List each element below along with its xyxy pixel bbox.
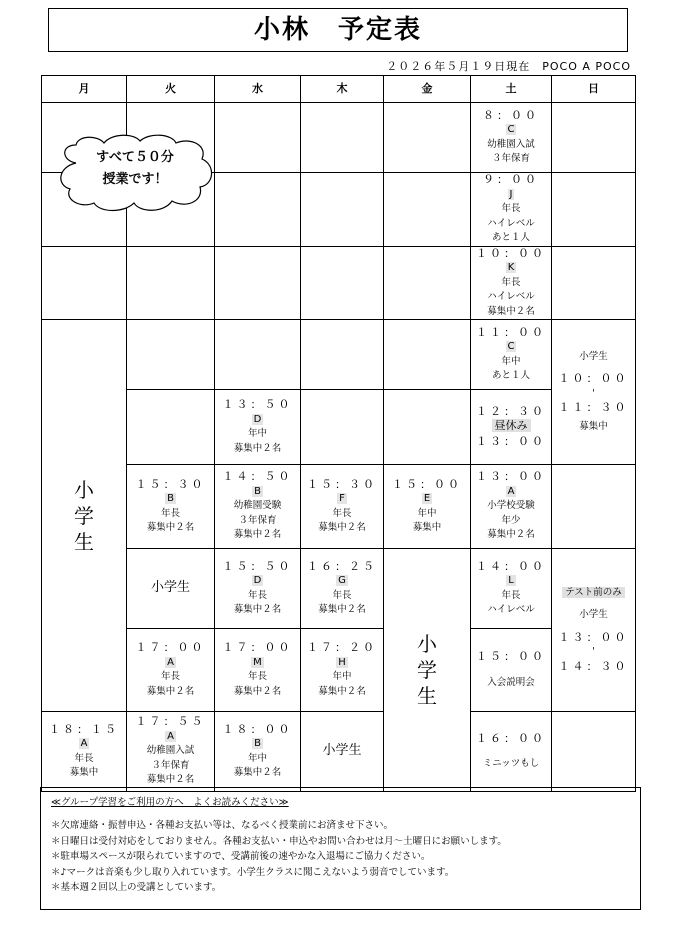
cell	[127, 390, 215, 465]
class-info: 年中	[501, 355, 521, 367]
class-code: B	[254, 485, 261, 497]
class-code: A	[167, 656, 174, 668]
class-info: 募集中２名	[318, 604, 366, 615]
class-info: ３年保育	[491, 153, 530, 164]
cell	[552, 465, 636, 549]
lunch-break-label: 昼休み	[492, 419, 531, 432]
class-cell	[471, 320, 552, 390]
class-time: １３：００	[476, 434, 546, 448]
class-info: ３年保育	[151, 759, 190, 771]
page-title: 小林 予定表	[253, 15, 422, 45]
class-code: C	[507, 124, 515, 135]
class-time: １７：００	[222, 641, 293, 654]
class-cell	[471, 465, 552, 549]
class-info: 募集中	[579, 420, 608, 432]
class-info: 年長	[332, 507, 352, 519]
class-info: 年長	[160, 671, 180, 682]
class-time: １４：３０	[558, 659, 629, 673]
notes-title: ≪グループ学習をご利用の方へ よくお読みください≫	[51, 797, 289, 808]
cell	[301, 103, 384, 173]
class-info: ハイレベル	[487, 217, 535, 229]
class-code: K	[507, 262, 515, 273]
class-info: 募集中２名	[487, 529, 535, 541]
time-separator: '	[592, 387, 595, 399]
class-info: 募集中２名	[318, 522, 366, 533]
class-info: あと１人	[491, 370, 530, 381]
cell	[301, 320, 384, 390]
class-info: 募集中２名	[233, 442, 282, 454]
class-time: ９：００	[483, 173, 539, 186]
cell	[552, 246, 636, 320]
class-cell	[471, 390, 552, 465]
class-cell	[471, 549, 552, 629]
day-sat: 土	[471, 76, 552, 103]
class-info: 年中	[247, 752, 267, 764]
class-info: 幼稚園受験	[233, 500, 282, 512]
cell	[384, 173, 471, 247]
class-cell	[215, 712, 301, 792]
class-time: １８：００	[222, 722, 293, 736]
class-info: 募集中２名	[233, 685, 282, 697]
cell	[127, 320, 215, 390]
mon-elementary-cell	[42, 320, 127, 712]
class-time: １８：１５	[49, 722, 119, 736]
class-time: １５：５０	[222, 559, 293, 573]
class-info: ハイレベル	[487, 604, 535, 615]
cell	[552, 103, 636, 173]
elementary-label: 小学生	[150, 580, 190, 596]
sun-class-cell	[552, 320, 636, 465]
class-cell	[301, 465, 384, 549]
class-code: A	[167, 730, 174, 742]
title-box	[48, 8, 628, 52]
class-info: 年長	[501, 276, 521, 288]
class-code: D	[253, 413, 262, 425]
class-cell	[127, 549, 215, 629]
class-time: １５：００	[476, 649, 546, 663]
class-code: H	[338, 656, 346, 668]
cell	[552, 712, 636, 792]
class-time: ８：００	[483, 108, 539, 122]
class-info: あと１人	[491, 232, 530, 243]
class-info: 募集中２名	[233, 529, 282, 541]
class-time: １０：００	[558, 372, 629, 386]
elementary-label: 小学生	[74, 477, 94, 554]
class-cell	[127, 712, 215, 792]
test-only-label: テスト前のみ	[562, 587, 625, 598]
class-info: 募集中	[69, 767, 99, 778]
note-line: ＊基本週２回以上の受講としています。	[51, 882, 222, 893]
class-info: 年長	[501, 203, 521, 214]
class-info: 募集中２名	[233, 767, 282, 778]
day-thu: 木	[301, 76, 384, 103]
subtitle: ２０２６年５月１９日現在 POCO A POCO	[386, 60, 631, 73]
class-info: 小学生	[579, 350, 608, 362]
class-time: １４：００	[476, 559, 546, 573]
day-mon: 月	[42, 76, 127, 103]
class-info: 年長	[332, 589, 352, 601]
cell	[552, 173, 636, 247]
class-code: G	[338, 575, 346, 586]
class-info: 幼稚園入試	[487, 138, 535, 150]
notes-box	[40, 787, 641, 910]
cell	[215, 246, 301, 320]
class-info: ハイレベル	[487, 291, 535, 302]
cell	[384, 103, 471, 173]
class-code: J	[509, 188, 513, 200]
day-wed: 水	[215, 76, 301, 103]
cell	[127, 246, 215, 320]
class-info: 小学生	[579, 609, 608, 621]
class-cell	[471, 173, 552, 247]
class-cell	[471, 629, 552, 712]
class-time: １１：３０	[558, 401, 629, 415]
class-time: １６：２５	[307, 559, 377, 573]
class-info: 年少	[501, 514, 521, 526]
class-cell	[215, 465, 301, 549]
class-time: １２：３０	[476, 404, 546, 418]
class-cell	[384, 465, 471, 549]
cell	[301, 390, 384, 465]
note-line: ＊♪マークは音楽も少し取り入れています。小学生クラスに聞こえないよう弱音でしています。	[51, 866, 455, 878]
time-separator: '	[592, 646, 595, 658]
class-cell	[127, 465, 215, 549]
cell	[384, 246, 471, 320]
class-cell	[215, 390, 301, 465]
class-info: 募集中２名	[146, 774, 195, 786]
day-tue: 火	[127, 76, 215, 103]
class-code: E	[423, 493, 431, 504]
class-cell	[301, 629, 384, 712]
class-cell	[471, 246, 552, 320]
cell	[384, 390, 471, 465]
cell	[215, 173, 301, 247]
class-cell	[471, 103, 552, 173]
note-line: ＊日曜日は受付対応をしておりません。各種お支払い・申込やお問い合わせは月～土曜日にお願いします。	[51, 835, 507, 847]
class-time: １５：３０	[135, 477, 206, 491]
class-code: L	[508, 575, 514, 586]
class-cell	[301, 712, 384, 792]
cell	[215, 320, 301, 390]
class-info: 募集中２名	[146, 685, 195, 697]
day-fri: 金	[384, 76, 471, 103]
class-cell	[215, 549, 301, 629]
class-info: 年長	[501, 589, 521, 601]
callout-line: すべて５０分	[96, 150, 174, 165]
class-cell	[301, 549, 384, 629]
class-info: ３年保育	[238, 514, 277, 526]
cell	[42, 246, 127, 320]
callout-text	[54, 147, 216, 191]
class-time: １１：００	[476, 325, 546, 339]
class-info: 年中	[247, 428, 267, 439]
class-cell	[42, 712, 127, 792]
class-time: １３：００	[558, 630, 629, 644]
class-info: 幼稚園入試	[146, 745, 195, 757]
day-sun: 日	[552, 76, 636, 103]
class-time: １４：５０	[222, 470, 293, 484]
class-info: 募集中２名	[487, 305, 535, 317]
class-info: 入会説明会	[487, 677, 535, 688]
class-info: 募集中２名	[318, 685, 366, 697]
cell	[384, 320, 471, 390]
class-info: 年長	[160, 507, 180, 519]
class-code: A	[80, 738, 88, 749]
elementary-label: 小学生	[417, 632, 437, 708]
class-time: １３：００	[476, 470, 546, 484]
class-time: １７：００	[135, 641, 206, 654]
elementary-label: 小学生	[322, 743, 362, 759]
class-code: M	[253, 656, 262, 668]
class-code: D	[253, 575, 262, 586]
cell	[215, 103, 301, 173]
cell	[301, 246, 384, 320]
class-info: ミニッツもし	[482, 757, 540, 769]
day-header-row	[42, 76, 636, 103]
class-cell	[215, 629, 301, 712]
class-code: F	[339, 493, 345, 504]
class-cell	[471, 712, 552, 792]
class-time: １７：５５	[135, 715, 206, 729]
class-time: １５：００	[392, 477, 462, 491]
class-time: １３：５０	[222, 398, 293, 411]
class-info: 年長	[74, 752, 94, 764]
class-time: １６：００	[476, 732, 546, 745]
note-line: ＊駐車場スペースが限られていますので、受講前後の速やかな入退場にご協力ください。	[51, 851, 431, 862]
fri-elementary-cell	[384, 549, 471, 792]
class-time: １０：００	[476, 246, 546, 260]
class-code: B	[254, 738, 261, 749]
class-info: 小学校受験	[487, 500, 535, 512]
callout-line: 授業です！	[102, 172, 168, 187]
class-info: 募集中	[412, 522, 442, 533]
class-info: 募集中２名	[146, 522, 195, 533]
class-info: 年長	[247, 671, 267, 682]
class-cell	[127, 629, 215, 712]
class-info: 募集中２名	[233, 604, 282, 615]
class-code: B	[167, 493, 174, 504]
class-time: １７：２０	[307, 641, 377, 654]
class-info: 年中	[417, 507, 437, 519]
class-info: 年長	[247, 589, 267, 601]
cell	[301, 173, 384, 247]
class-info: 年中	[332, 671, 352, 682]
class-code: C	[507, 341, 515, 352]
class-code: A	[507, 485, 515, 497]
note-line: ＊欠席連絡・振替申込・各種お支払い等は、なるべく授業前にお済ませ下さい。	[51, 820, 394, 831]
sun-class-cell	[552, 549, 636, 712]
class-time: １５：３０	[307, 477, 377, 491]
